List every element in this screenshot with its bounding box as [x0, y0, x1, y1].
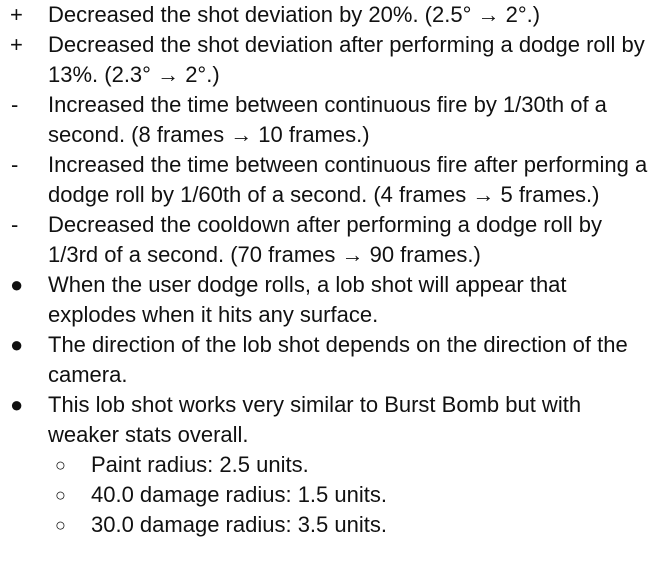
plus-marker: +: [10, 2, 23, 27]
sub-list-item-40-damage-radius: [0, 480, 658, 510]
list-item-text: Increased the time between continuous fire after performing a dodge roll by 1/60th of a second. (4 frames → 5 frames.): [48, 152, 648, 207]
minus-marker: -: [11, 152, 19, 177]
minus-marker: -: [11, 92, 19, 117]
list-item-lob-direction: [0, 330, 658, 390]
list-item-text: Decreased the cooldown after performing a dodge roll by 1/3rd of a second. (70 frames → 90 frames.): [48, 212, 602, 267]
sub-list-item-paint-radius: [0, 450, 658, 480]
list-item-text: This lob shot works very similar to Burst Bomb but with weaker stats overall.: [48, 392, 582, 447]
sub-list-item-text: 30.0 damage radius: 3.5 units.: [91, 512, 387, 537]
list-item-nerf-dodge-fire-rate: [0, 150, 658, 210]
bullet-marker: ●: [10, 332, 24, 357]
hollow-bullet-marker: ○: [55, 515, 66, 535]
list-item-text: Decreased the shot deviation after performing a dodge roll by 13%. (2.3° → 2°.): [48, 32, 645, 87]
list-item-buff-dodge-deviation: [0, 30, 658, 90]
minus-marker: -: [11, 212, 19, 237]
list-item-text: Increased the time between continuous fire by 1/30th of a second. (8 frames → 10 frames.): [48, 92, 607, 147]
list-item-lob-burst-bomb: [0, 390, 658, 450]
list-item-nerf-dodge-cooldown: [0, 210, 658, 270]
bullet-marker: ●: [10, 392, 24, 417]
list-item-lob-shot: [0, 270, 658, 330]
hollow-bullet-marker: ○: [55, 485, 66, 505]
list-item-buff-shot-deviation: [0, 0, 658, 30]
hollow-bullet-marker: ○: [55, 455, 66, 475]
list-item-nerf-fire-rate: [0, 90, 658, 150]
sub-list-item-30-damage-radius: [0, 510, 658, 540]
list-item-text: When the user dodge rolls, a lob shot will appear that explodes when it hits any surface.: [48, 272, 567, 327]
bullet-marker: ●: [10, 272, 24, 297]
list-item-text: The direction of the lob shot depends on the direction of the camera.: [48, 332, 628, 387]
plus-marker: +: [10, 32, 23, 57]
sub-list-item-text: Paint radius: 2.5 units.: [91, 452, 309, 477]
sub-list-item-text: 40.0 damage radius: 1.5 units.: [91, 482, 387, 507]
list-item-text: Decreased the shot deviation by 20%. (2.5° → 2°.): [48, 2, 541, 27]
